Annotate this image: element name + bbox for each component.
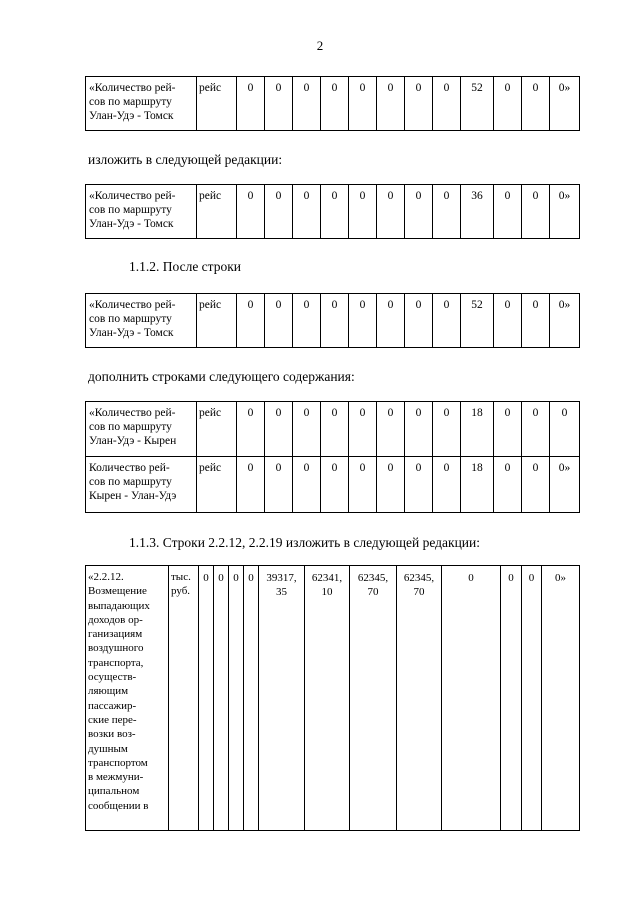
value-cell: 0 — [293, 402, 321, 457]
value-cell: 0 — [321, 294, 349, 348]
table-flights-ulan-ude-tomsk-new — [85, 184, 580, 239]
value-cell: 0 — [237, 185, 265, 239]
value-cell: 0 — [265, 294, 293, 348]
value-cell: 0 — [349, 294, 377, 348]
value-cell: 0 — [433, 457, 461, 513]
value-cell: 0 — [237, 402, 265, 457]
value-cell: 0 — [377, 457, 405, 513]
table-row — [86, 402, 580, 457]
row-unit: рейс — [197, 185, 237, 239]
row-name: «Количество рей- сов по маршруту Улан-Удэ - Томск — [86, 185, 197, 239]
value-cell: 52 — [461, 77, 494, 131]
value-cell: 0 — [494, 185, 522, 239]
value-cell: 0 — [237, 77, 265, 131]
row-unit: тыс. руб. — [169, 566, 199, 831]
value-cell: 0 — [494, 77, 522, 131]
value-cell: 0 — [293, 77, 321, 131]
value-cell: 62341, 10 — [305, 566, 350, 831]
value-cell: 0 — [265, 402, 293, 457]
value-cell: 36 — [461, 185, 494, 239]
value-cell: 0 — [377, 77, 405, 131]
value-cell: 0 — [265, 185, 293, 239]
value-cell: 39317, 35 — [259, 566, 305, 831]
value-cell: 0 — [494, 294, 522, 348]
table-row — [86, 77, 580, 131]
value-cell: 0 — [293, 185, 321, 239]
value-cell: 0 — [433, 77, 461, 131]
value-cell: 0 — [321, 77, 349, 131]
value-cell: 0 — [321, 457, 349, 513]
value-cell: 0 — [377, 185, 405, 239]
value-cell: 52 — [461, 294, 494, 348]
value-cell: 0 — [433, 294, 461, 348]
value-cell: 0 — [229, 566, 244, 831]
value-cell: 0 — [349, 185, 377, 239]
table-row — [86, 294, 580, 348]
value-cell: 18 — [461, 402, 494, 457]
row-name: «Количество рей- сов по маршруту Улан-Удэ - Томск — [86, 294, 197, 348]
value-cell: 0 — [501, 566, 522, 831]
value-cell: 0 — [349, 77, 377, 131]
value-cell: 0 — [433, 402, 461, 457]
value-cell: 0» — [542, 566, 580, 831]
paragraph-1-1-3: 1.1.3. Строки 2.2.12, 2.2.19 изложить в следующей редакции: — [129, 535, 481, 550]
value-cell: 0 — [349, 402, 377, 457]
table-flights-ulan-ude-tomsk-old — [85, 76, 580, 131]
row-name: Количество рей- сов по маршруту Кырен - Улан-Удэ — [86, 457, 197, 513]
value-cell: 0 — [199, 566, 214, 831]
row-name: «2.2.12. Возмещение выпадающих доходов ор- ганизациям воздушного транспорта, осуществ- ляющим пассажир- ские пере- возки воз- душным транспортом в межмуни- ципальном сообщении в — [86, 566, 169, 831]
table-flights-kyren — [85, 401, 580, 513]
value-cell: 0 — [237, 294, 265, 348]
value-cell: 0 — [237, 457, 265, 513]
row-name: «Количество рей- сов по маршруту Улан-Удэ - Томск — [86, 77, 197, 131]
value-cell: 0 — [550, 402, 580, 457]
table-row — [86, 566, 580, 831]
paragraph-1-1-2: 1.1.2. После строки — [129, 259, 242, 274]
value-cell: 0» — [550, 77, 580, 131]
value-cell: 0 — [377, 294, 405, 348]
value-cell: 0 — [433, 185, 461, 239]
value-cell: 62345, 70 — [397, 566, 442, 831]
table-row — [86, 185, 580, 239]
value-cell: 0 — [405, 185, 433, 239]
value-cell: 0 — [522, 566, 542, 831]
value-cell: 0 — [349, 457, 377, 513]
value-cell: 0 — [265, 457, 293, 513]
value-cell: 0 — [265, 77, 293, 131]
value-cell: 0 — [293, 294, 321, 348]
value-cell: 0 — [293, 457, 321, 513]
value-cell: 0» — [550, 185, 580, 239]
row-unit: рейс — [197, 77, 237, 131]
value-cell: 0 — [244, 566, 259, 831]
value-cell: 0 — [522, 402, 550, 457]
value-cell: 0 — [405, 457, 433, 513]
value-cell: 0 — [405, 402, 433, 457]
value-cell: 0 — [405, 77, 433, 131]
value-cell: 62345, 70 — [350, 566, 397, 831]
value-cell: 0 — [321, 402, 349, 457]
value-cell: 0 — [522, 185, 550, 239]
value-cell: 0 — [522, 457, 550, 513]
value-cell: 0 — [377, 402, 405, 457]
table-row-2-2-12 — [85, 565, 580, 831]
paragraph-amend-text: изложить в следующей редакции: — [88, 152, 283, 167]
value-cell: 0 — [494, 457, 522, 513]
row-name: «Количество рей- сов по маршруту Улан-Удэ - Кырен — [86, 402, 197, 457]
page-number: 2 — [316, 38, 324, 53]
table-flights-after-row — [85, 293, 580, 348]
value-cell: 0» — [550, 294, 580, 348]
value-cell: 0 — [522, 77, 550, 131]
value-cell: 0» — [550, 457, 580, 513]
value-cell: 0 — [321, 185, 349, 239]
value-cell: 18 — [461, 457, 494, 513]
value-cell: 0 — [442, 566, 501, 831]
value-cell: 0 — [214, 566, 229, 831]
value-cell: 0 — [494, 402, 522, 457]
value-cell: 0 — [522, 294, 550, 348]
value-cell: 0 — [405, 294, 433, 348]
table-row — [86, 457, 580, 513]
row-unit: рейс — [197, 457, 237, 513]
row-unit: рейс — [197, 294, 237, 348]
row-unit: рейс — [197, 402, 237, 457]
paragraph-supplement-rows: дополнить строками следующего содержания: — [88, 369, 355, 384]
